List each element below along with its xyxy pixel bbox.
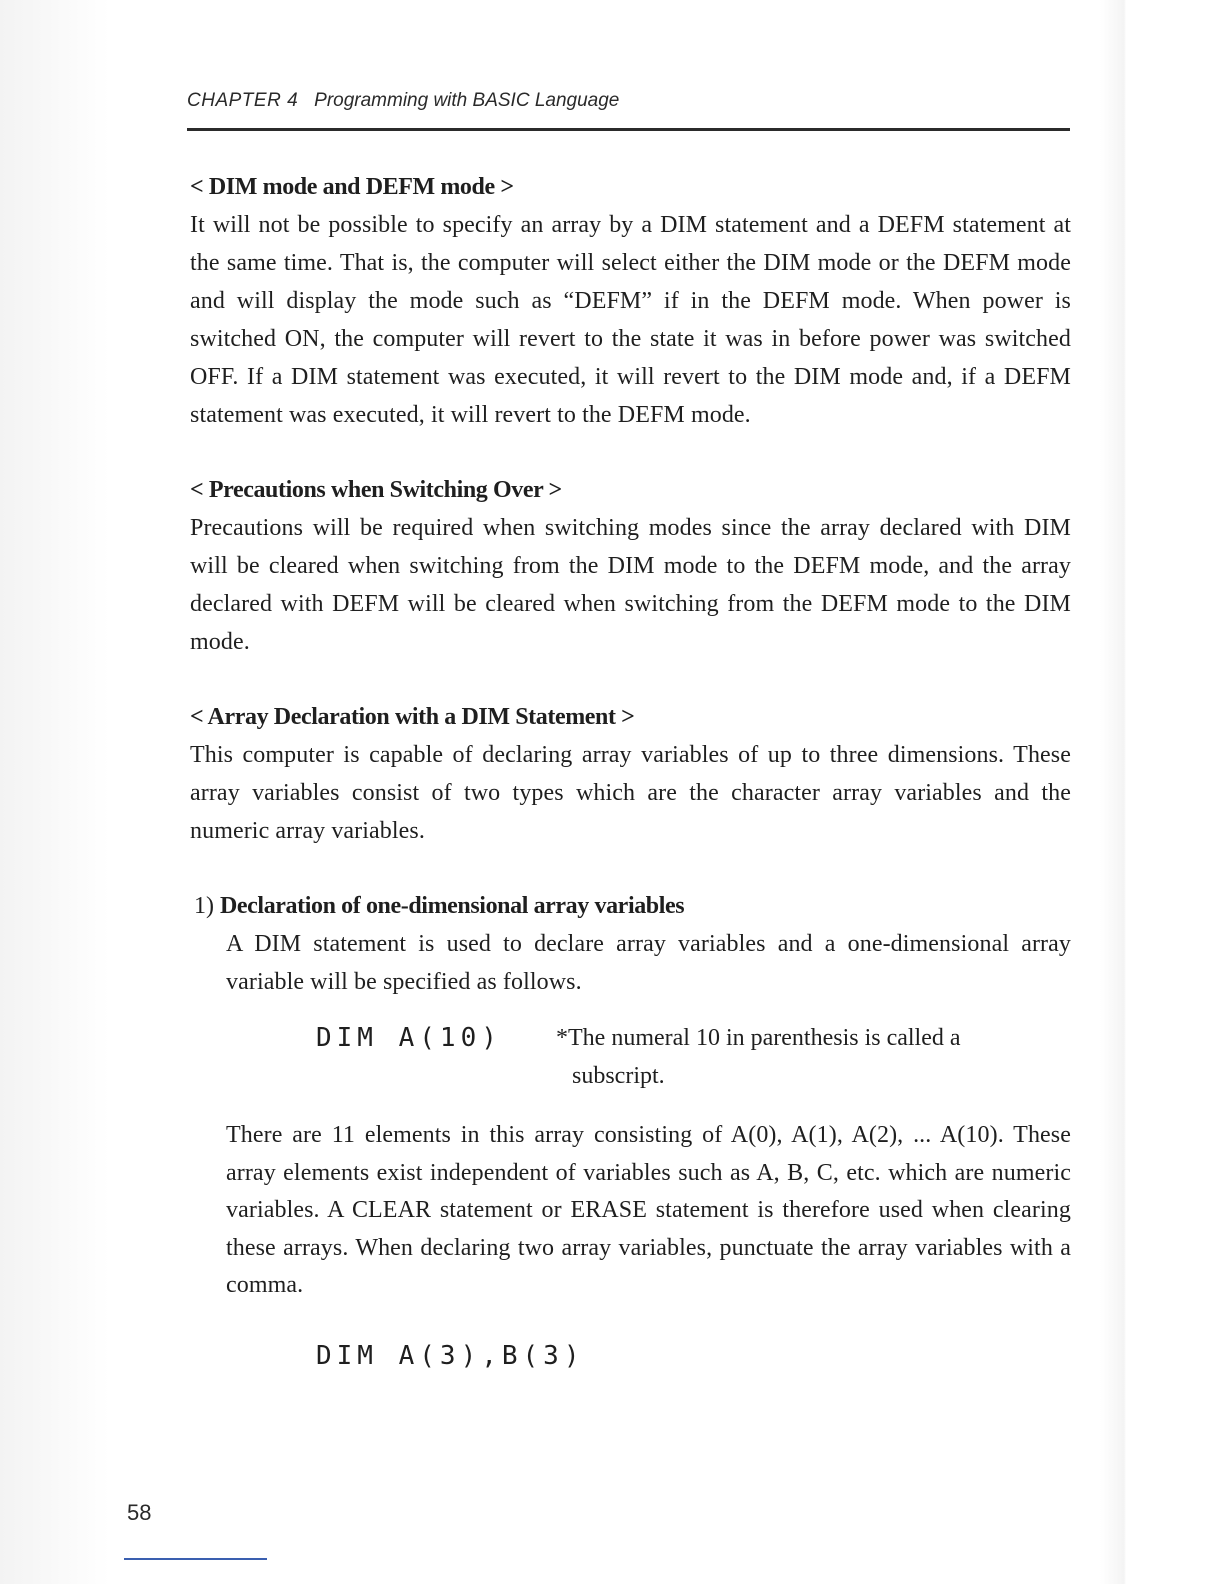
page-number: 58 (127, 1500, 152, 1525)
chapter-label: CHAPTER 4 (187, 90, 299, 111)
code-line-dim-a3-b3: DIM A(3),B(3) (316, 1340, 585, 1371)
subsection-paragraph-2: There are 11 elements in this array consisting of A(0), A(1), A(2), ... A(10). These array elements exist independent of variables such as A, B, C, etc. which are numeric variables. A CLEAR statement or ERASE statement is therefore used when clearing these arrays. When declaring two array variables, punctuate the array variables with a comma. (226, 1122, 1071, 1298)
spacer (190, 850, 1071, 887)
code-note-line-1: *The numeral 10 in parenthesis is called a (556, 1025, 961, 1051)
section-heading-precautions: < Precautions when Switching Over > (190, 477, 562, 503)
subsection-number: 1) (194, 893, 214, 919)
spacer (190, 661, 1071, 698)
code-note-line-2: subscript. (572, 1063, 665, 1089)
footer-rule (124, 1558, 267, 1560)
subsection-paragraph-1: A DIM statement is used to declare array variables and a one-dimensional array variable will be specified as follows. (226, 931, 1071, 995)
header-rule (187, 128, 1070, 131)
subsection-heading-one-dimensional (194, 887, 1071, 925)
page-content (190, 168, 1071, 1375)
spacer (226, 1095, 1071, 1117)
section-heading-array-declaration: < Array Declaration with a DIM Statement > (190, 704, 635, 730)
section-heading-dim-defm: < DIM mode and DEFM mode > (190, 174, 514, 200)
section-body-dim-defm: It will not be possible to specify an array by a DIM statement and a DEFM statement at the same time. That is, the computer will select either the DIM mode or the DEFM mode and will display the mode such as “DEFM” if in the DEFM mode. When power is switched ON, the computer will revert to the state it was in before power was switched OFF. If a DIM statement was executed, it will revert to the DIM mode and, if a DEFM statement was executed, it will revert to the DEFM mode. (190, 212, 1071, 428)
running-header (187, 90, 1069, 112)
code-example-2 (316, 1337, 1071, 1375)
subsection-body (226, 925, 1071, 1375)
code-example-1 (316, 1019, 1071, 1095)
section-body-array-declaration: This computer is capable of declaring array variables of up to three dimensions. These array variables consist of two types which are the character array variables and the numeric array variables. (190, 742, 1071, 844)
code-note (556, 1019, 1046, 1095)
code-line-dim-a10: DIM A(10) (316, 1023, 502, 1053)
spacer (190, 434, 1071, 471)
chapter-title: Programming with BASIC Language (314, 90, 620, 111)
subsection-title: Declaration of one-dimensional array variables (220, 893, 685, 919)
section-body-precautions: Precautions will be required when switching modes since the array declared with DIM will be cleared when switching from the DIM mode to the DEFM mode, and the array declared with DEFM will be cleared when switching from the DEFM mode to the DIM mode. (190, 515, 1071, 655)
